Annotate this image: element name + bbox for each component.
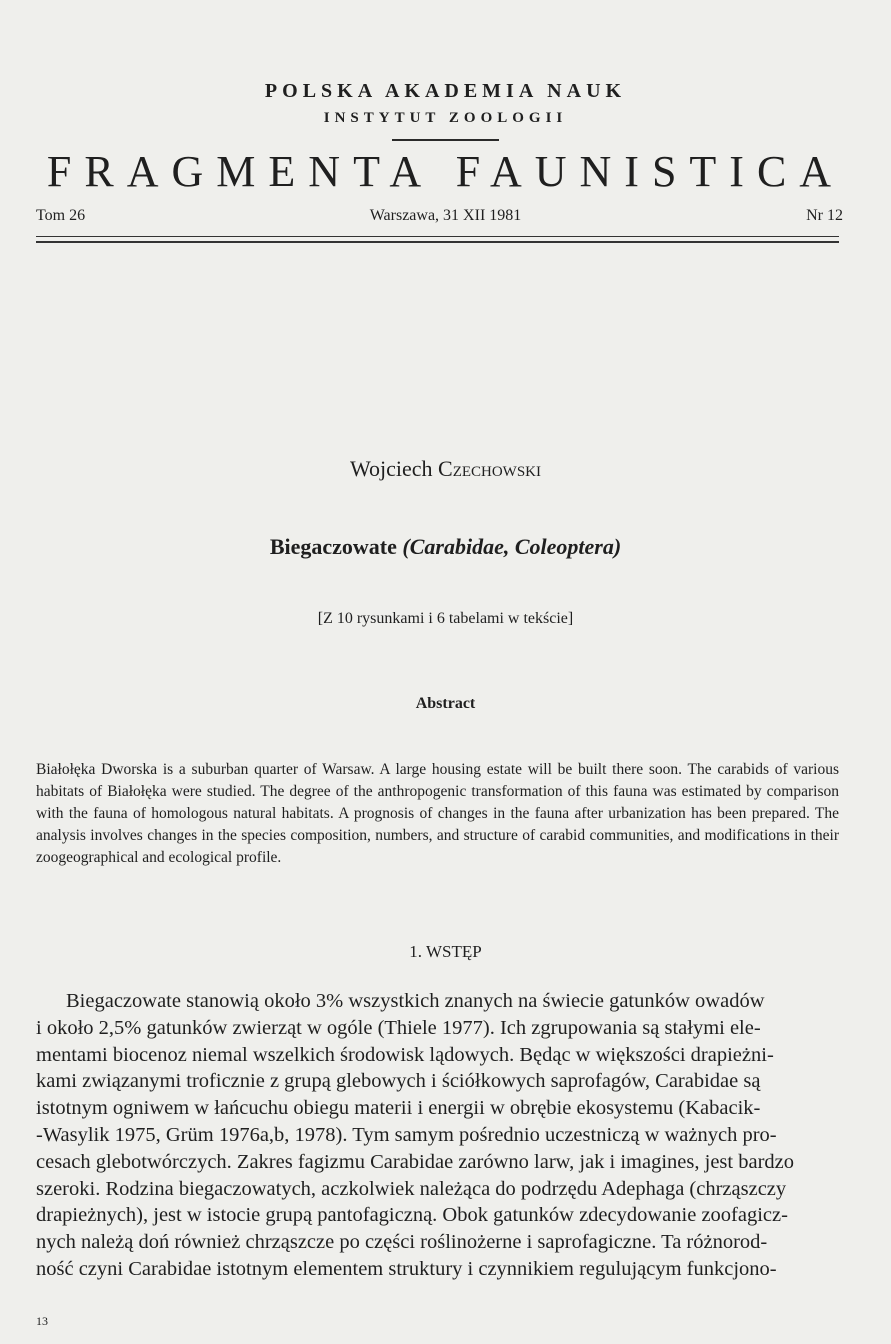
article-title-main: Biegaczowate — [269, 534, 397, 559]
volume: Tom 26 — [36, 207, 86, 224]
journal-title: FRAGMENTA FAUNISTICA — [46, 147, 845, 196]
author-last-name: Czechowski — [438, 456, 542, 481]
abstract-text: Białołęka Dworska is a suburban quarter of Warsaw. A large housing estate will be built there soon. The carabids of various habitats of Białołęka were studied. The degree of the anthropogenic transformation of this fauna was estimated by comparison with the fauna of homologous natural habitats. A prognosis of changes in the fauna after urbanization has been prepared. The analysis involves changes in the species composition, numbers, and structure of carabid communities, and modifications in their zoogeographical and ecological profile. — [36, 761, 839, 866]
issue-number: Nr 12 — [806, 207, 843, 224]
article-subtitle: [Z 10 rysunkami i 6 tabelami w tekście] — [317, 610, 574, 627]
article-title-taxon: (Carabidae, Coleoptera) — [402, 534, 622, 559]
author-first-name: Wojciech — [349, 456, 433, 481]
abstract-heading: Abstract — [415, 695, 476, 712]
body-line: i około 2,5% gatunków zwierząt w ogóle (Thiele 1977). Ich zgrupowania są stałymi ele- — [36, 1016, 761, 1039]
body-line: ność czyni Carabidae istotnym elementem struktury i czynnikiem regulującym funkcjono- — [36, 1257, 777, 1280]
body-line: kami związanymi troficznie z grupą glebowych i ściółkowych saprofagów, Carabidae są — [36, 1070, 761, 1093]
institute-name: INSTYTUT ZOOLOGII — [323, 110, 568, 126]
body-line: istotnym ogniwem w łańcuchu obiegu materii i energii w obrębie ekosystemu (Kabacik- — [36, 1097, 761, 1120]
body-line: cesach glebotwórczych. Zakres fagizmu Carabidae zarówno larw, jak i imagines, jest bardzo — [36, 1150, 794, 1173]
academy-name: POLSKA AKADEMIA NAUK — [264, 80, 627, 102]
page-number: 13 — [36, 1314, 48, 1328]
body-line: Biegaczowate stanowią około 3% wszystkich znanych na świecie gatunków owadów — [66, 990, 765, 1012]
place-date: Warszawa, 31 XII 1981 — [369, 207, 522, 224]
body-line: nych należą doń również chrząszcze po części roślinożerne i saprofagiczne. Ta różnorod- — [36, 1231, 768, 1254]
body-line: szeroki. Rodzina biegaczowatych, aczkolwiek należąca do podrzędu Adephaga (chrząszczy — [36, 1177, 787, 1200]
masthead-divider — [36, 236, 839, 243]
article-title — [0, 534, 891, 560]
author — [0, 456, 891, 482]
body-line: -Wasylik 1975, Grüm 1976a,b, 1978). Tym samym pośrednio uczestniczą w ważnych pro- — [36, 1123, 777, 1146]
body-text — [36, 988, 839, 1283]
header-rule — [392, 139, 499, 141]
body-line: drapieżnych), jest w istocie grupą pantofagiczną. Obok gatunków zdecydowanie zoofagicz- — [36, 1204, 788, 1227]
body-line: mentami biocenoz niemal wszelkich środowisk lądowych. Będąc w większości drapieżni- — [36, 1043, 774, 1066]
section-heading: 1. WSTĘP — [409, 942, 482, 961]
